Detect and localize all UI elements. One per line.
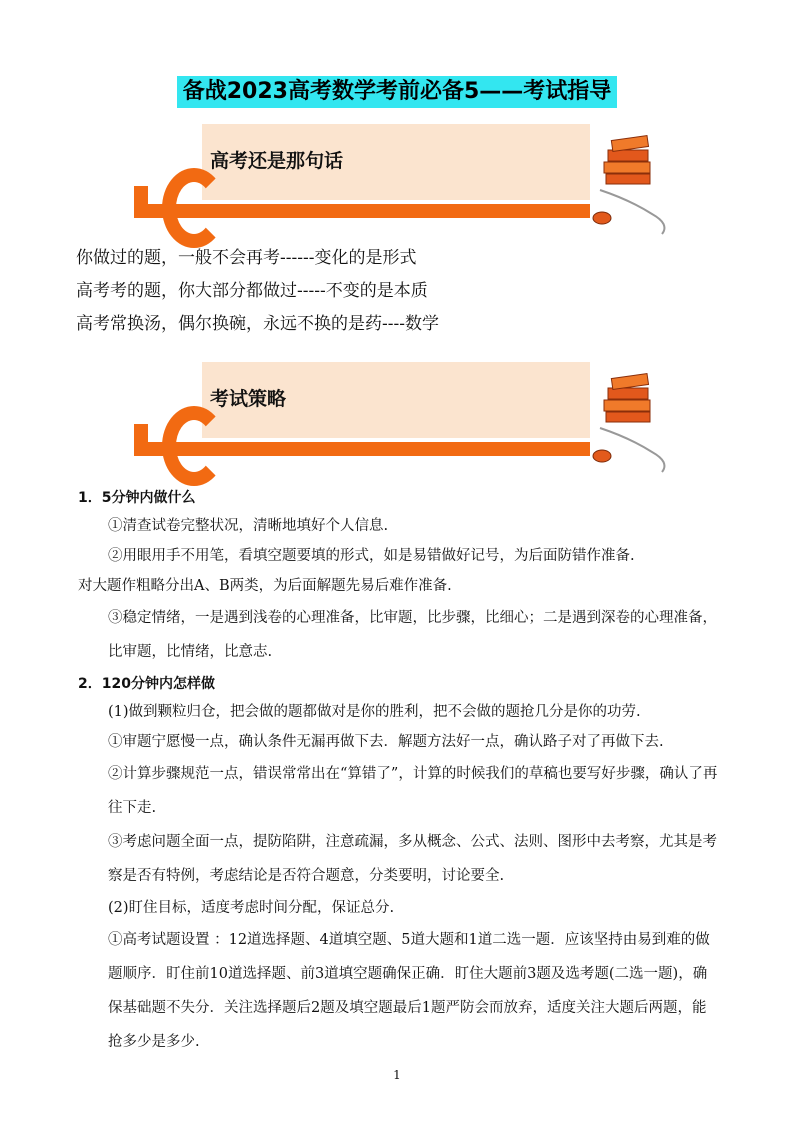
paragraph: ②用眼用手不用笔，看填空题要填的形式，如是易错做好记号，为后面防错作准备. bbox=[108, 548, 635, 564]
content bbox=[78, 485, 728, 1059]
books-mouse-icon bbox=[590, 130, 680, 240]
paragraph: ③考虑问题全面一点，提防陷阱，注意疏漏，多从概念、公式、法则、图形中去考察，尤其是考察是否有特例，考虑结论是否符合题意，分类要明，讨论要全. bbox=[108, 834, 717, 884]
section-heading: 2．120分钟内怎样做 bbox=[78, 676, 215, 692]
banner-label: 高考还是那句话 bbox=[210, 150, 344, 172]
paragraph: ①审题宁愿慢一点，确认条件无漏再做下去．解题方法好一点，确认路子对了再做下去. bbox=[108, 734, 664, 750]
section-heading: 1．5分钟内做什么 bbox=[78, 490, 196, 506]
books-mouse-icon bbox=[590, 368, 680, 478]
paragraph: ②计算步骤规范一点，错误常常出在“算错了”，计算的时候我们的草稿也要写好步骤，确认了再往下走. bbox=[108, 766, 718, 816]
paragraph: ①清查试卷完整状况，清晰地填好个人信息. bbox=[108, 518, 389, 534]
banner-bar bbox=[134, 442, 590, 456]
banner-label: 考试策略 bbox=[210, 388, 287, 410]
intro-line: 高考考的题，你大部分都做过-----不变的是本质 bbox=[76, 281, 428, 301]
title-wrap bbox=[0, 76, 794, 108]
paragraph: ①高考试题设置 ：12道选择题、4道填空题、5道大题和1道二选一题．应该坚持由易到难的做题顺序．盯住前10道选择题、前3道填空题确保正确．盯住大题前3题及选考题(二选一题)，确保基础题不失分．关注选择题后2题及填空题最后1题严防会而放弃，适度关注大题后两题，能抢多少是多少. bbox=[108, 932, 710, 1050]
intro-line: 你做过的题，一般不会再考------变化的是形式 bbox=[76, 248, 417, 268]
banner-bar bbox=[134, 204, 590, 218]
intro-line: 高考常换汤，偶尔换碗，永远不换的是药----数学 bbox=[76, 314, 439, 334]
paragraph: (2)盯住目标，适度考虑时间分配，保证总分. bbox=[108, 900, 395, 916]
paragraph: (1)做到颗粒归仓，把会做的题都做对是你的胜利，把不会做的题抢几分是你的功劳. bbox=[108, 704, 641, 720]
intro-lines bbox=[76, 242, 439, 341]
paragraph: ③稳定情绪，一是遇到浅卷的心理准备，比审题，比步骤，比细心；二是遇到深卷的心理准备，比审题，比情绪，比意志. bbox=[108, 610, 717, 660]
section-banner-1 bbox=[126, 124, 600, 234]
section-banner-2 bbox=[126, 362, 600, 472]
page-title: 备战2023高考数学考前必备5——考试指导 bbox=[177, 76, 618, 108]
paragraph: 对大题作粗略分出A、B两类，为后面解题先易后难作准备. bbox=[78, 578, 452, 594]
page-number: 1 bbox=[393, 1068, 401, 1082]
